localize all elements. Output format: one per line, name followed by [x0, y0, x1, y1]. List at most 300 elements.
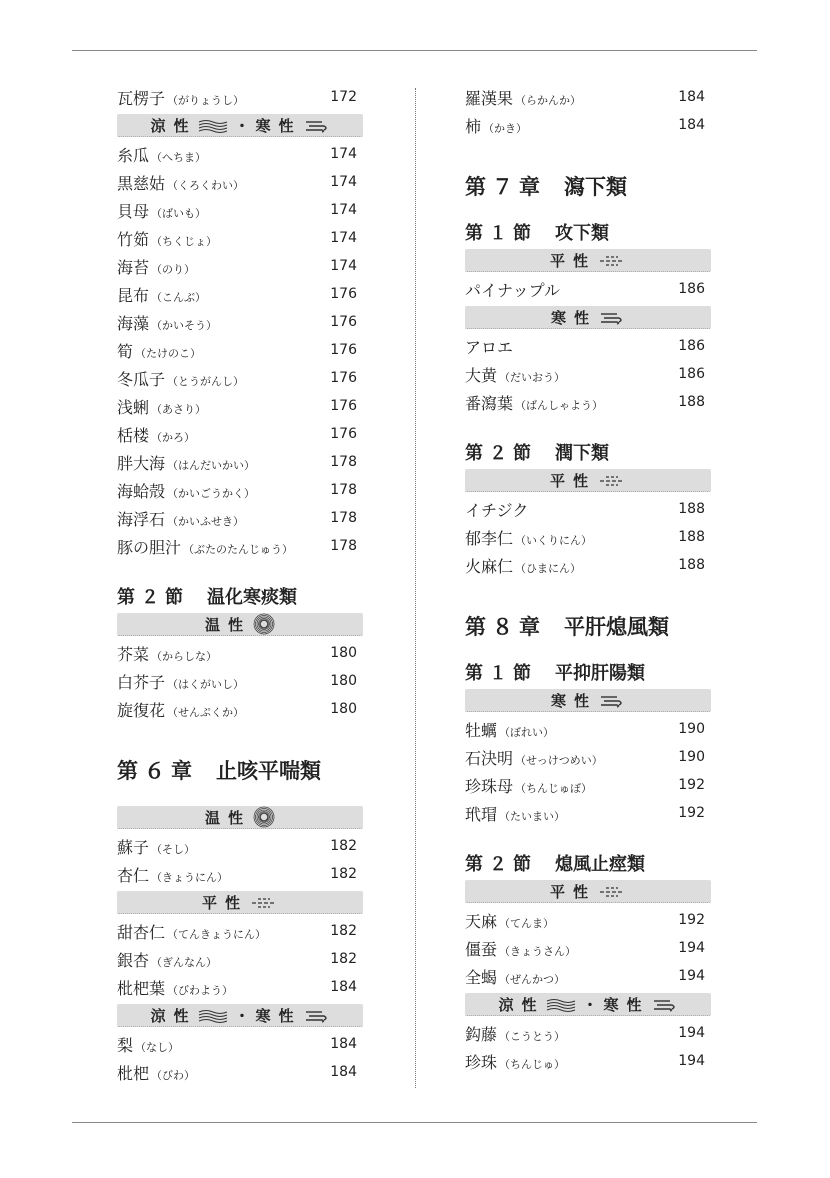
page-number: 172 [330, 89, 357, 105]
property-band [117, 891, 363, 914]
property-band [465, 469, 711, 492]
toc-entry[interactable] [117, 336, 363, 364]
entry-title: 貝母 [117, 201, 150, 221]
entry-title: パイナップル [465, 280, 561, 300]
toc-entry[interactable] [117, 945, 363, 973]
entry-title: 牡蠣 [465, 720, 498, 740]
entry-reading: （だいおう） [499, 370, 566, 384]
property-name: 平性 [549, 882, 596, 901]
toc-entry[interactable] [117, 448, 363, 476]
entry-name [465, 526, 592, 549]
toc-entry[interactable] [117, 168, 363, 196]
entry-reading: （ちんじゅぼ） [515, 781, 593, 795]
bottom-rule [72, 1122, 757, 1123]
toc-entry[interactable] [117, 364, 363, 392]
entry-name [465, 391, 603, 414]
chapter-heading [465, 610, 711, 642]
entry-title: イチジク [465, 500, 529, 520]
entry-title: 珍珠母 [465, 776, 514, 796]
entry-reading: （いくりにん） [515, 533, 593, 547]
property-name: 平性 [549, 471, 596, 490]
toc-entry[interactable] [117, 667, 363, 695]
entry-title: 昆布 [117, 285, 150, 305]
entry-title: 枇杷 [117, 1063, 150, 1083]
page-number: 178 [330, 538, 357, 554]
toc-entry[interactable] [117, 639, 363, 667]
page-number: 186 [678, 338, 705, 354]
property-name: 温性 [204, 615, 251, 634]
entry-title: 浅蜊 [117, 397, 150, 417]
entry-title: 栝楼 [117, 425, 150, 445]
entry-title: 冬瓜子 [117, 369, 166, 389]
toc-entry[interactable] [465, 934, 711, 962]
property-label [550, 881, 626, 902]
entry-name [117, 670, 244, 693]
page-number: 174 [330, 202, 357, 218]
cold-icon [302, 1006, 330, 1024]
toc-entry[interactable] [465, 360, 711, 388]
page-number: 174 [330, 258, 357, 274]
neutral-icon [248, 893, 278, 911]
page-number: 184 [678, 89, 705, 105]
entry-reading: （てんま） [499, 916, 555, 930]
entry-name [117, 143, 206, 166]
property-band [465, 689, 711, 712]
toc-entry[interactable] [117, 196, 363, 224]
property-label [256, 1005, 330, 1026]
toc-entry[interactable] [117, 832, 363, 860]
entry-title: 瓦楞子 [117, 88, 166, 108]
entry-name [117, 1061, 195, 1084]
entry-reading: （ちんじゅ） [499, 1057, 566, 1071]
entry-title: 鈎藤 [465, 1024, 498, 1044]
page-number: 194 [678, 1053, 705, 1069]
toc-entry[interactable] [117, 532, 363, 560]
page-number: 182 [330, 838, 357, 854]
section-heading [465, 658, 711, 686]
entry-title: 蘇子 [117, 837, 150, 857]
entry-title: 黒慈姑 [117, 173, 166, 193]
section-number: 第１節 [465, 223, 537, 244]
toc-entry[interactable] [465, 523, 711, 551]
entry-name [117, 535, 293, 558]
property-label [202, 892, 278, 913]
entry-name [117, 423, 195, 446]
entry-reading: （なし） [135, 1040, 180, 1054]
entry-name [465, 965, 565, 988]
section-heading [465, 218, 711, 246]
page-number: 176 [330, 370, 357, 386]
property-name: 寒性 [603, 995, 650, 1014]
toc-entry[interactable] [117, 224, 363, 252]
section-heading [117, 582, 363, 610]
entry-reading: （かき） [483, 121, 528, 135]
page-number: 184 [330, 979, 357, 995]
page-number: 176 [330, 398, 357, 414]
entry-reading: （かいごうかく） [167, 486, 256, 500]
entry-reading: （ぼれい） [499, 725, 555, 739]
property-label [498, 994, 576, 1015]
entry-name [117, 507, 244, 530]
page-number: 178 [330, 454, 357, 470]
section-title: 攻下類 [555, 223, 609, 244]
entry-title: 石決明 [465, 748, 514, 768]
entry-name [117, 835, 195, 858]
page-number: 186 [678, 366, 705, 382]
property-name: 平性 [201, 893, 248, 912]
cool-icon [544, 995, 576, 1013]
entry-title: 全蝎 [465, 967, 498, 987]
property-band [465, 993, 711, 1016]
entry-reading: （ぜんかつ） [499, 972, 566, 986]
toc-entry[interactable] [117, 420, 363, 448]
entry-reading: （びわ） [151, 1068, 196, 1082]
entry-name [117, 451, 255, 474]
band-separator: ・ [234, 116, 250, 135]
page-number: 192 [678, 805, 705, 821]
page-number: 188 [678, 529, 705, 545]
page-number: 190 [678, 749, 705, 765]
toc-entry[interactable] [465, 799, 711, 827]
entry-name [465, 278, 560, 301]
page-number: 184 [678, 117, 705, 133]
entry-name [117, 948, 217, 971]
page-number: 192 [678, 912, 705, 928]
page-number: 174 [330, 174, 357, 190]
toc-entry[interactable] [465, 551, 711, 579]
page-number: 180 [330, 645, 357, 661]
property-name: 平性 [549, 251, 596, 270]
page-number: 188 [678, 557, 705, 573]
entry-reading: （せっけつめい） [515, 753, 603, 767]
entry-title: 海蛤殻 [117, 481, 166, 501]
entry-name [117, 171, 244, 194]
page-number: 194 [678, 968, 705, 984]
property-label [550, 470, 626, 491]
section-title: 平抑肝陽類 [555, 663, 645, 684]
cool-icon [196, 116, 228, 134]
entry-title: 旋復花 [117, 700, 166, 720]
page-number: 194 [678, 940, 705, 956]
entry-title: 竹筎 [117, 229, 150, 249]
page-number: 192 [678, 777, 705, 793]
entry-name [117, 255, 195, 278]
toc-entry[interactable] [465, 332, 711, 360]
left-column [117, 83, 363, 1086]
toc-entry[interactable] [465, 906, 711, 934]
entry-name [465, 86, 581, 109]
page-number: 184 [330, 1064, 357, 1080]
entry-title: 銀杏 [117, 950, 150, 970]
section-title: 潤下類 [555, 443, 609, 464]
entry-title: 糸瓜 [117, 145, 150, 165]
entry-reading: （ばんしゃよう） [515, 398, 604, 412]
entry-reading: （そし） [151, 842, 196, 856]
property-label [205, 613, 275, 635]
entry-name [465, 363, 565, 386]
page-number: 182 [330, 866, 357, 882]
entry-reading: （びわよう） [167, 983, 234, 997]
entry-reading: （きょうにん） [151, 870, 229, 884]
entry-name [117, 339, 201, 362]
chapter-number: 第８章 [465, 615, 546, 639]
toc-entry[interactable] [117, 1030, 363, 1058]
entry-title: 玳瑁 [465, 804, 498, 824]
toc-entry[interactable] [117, 917, 363, 945]
toc-entry[interactable] [117, 476, 363, 504]
section-number: 第２節 [465, 443, 537, 464]
entry-reading: （へちま） [151, 150, 207, 164]
page-number: 178 [330, 510, 357, 526]
toc-entry[interactable] [117, 308, 363, 336]
section-title: 熄風止痙類 [555, 854, 645, 875]
page-number: 178 [330, 482, 357, 498]
entry-reading: （たけのこ） [135, 346, 202, 360]
entry-name [465, 746, 603, 769]
cold-icon [597, 308, 625, 326]
toc-entry[interactable] [465, 715, 711, 743]
page-number: 184 [330, 1036, 357, 1052]
entry-title: 海浮石 [117, 509, 166, 529]
toc-entry[interactable] [465, 388, 711, 416]
page-number: 186 [678, 281, 705, 297]
entry-name [117, 86, 244, 109]
entry-reading: （きょうさん） [499, 944, 577, 958]
property-band [117, 613, 363, 636]
entry-reading: （かいそう） [151, 318, 218, 332]
toc-entry[interactable] [465, 111, 711, 139]
entry-name [465, 909, 554, 932]
chapter-heading [117, 754, 363, 786]
property-name: 温性 [204, 808, 251, 827]
section-number: 第１節 [465, 663, 537, 684]
entry-name [117, 395, 206, 418]
page-number: 174 [330, 146, 357, 162]
entry-name [465, 937, 576, 960]
band-separator: ・ [582, 995, 598, 1014]
toc-entry[interactable] [117, 280, 363, 308]
entry-title: 海藻 [117, 313, 150, 333]
section-heading [465, 849, 711, 877]
toc-entry[interactable] [465, 495, 711, 523]
entry-reading: （とうがんし） [167, 374, 245, 388]
property-label [550, 250, 626, 271]
property-name: 涼性 [498, 995, 545, 1014]
property-band [117, 114, 363, 137]
page-number: 176 [330, 286, 357, 302]
chapter-number: 第６章 [117, 759, 198, 783]
entry-title: 枇杷葉 [117, 978, 166, 998]
property-band [465, 249, 711, 272]
entry-title: 珍珠 [465, 1052, 498, 1072]
entry-reading: （ひまにん） [515, 561, 582, 575]
property-band [117, 806, 363, 829]
entry-title: 大黄 [465, 365, 498, 385]
toc-entry[interactable] [465, 743, 711, 771]
toc-entry[interactable] [117, 695, 363, 723]
warm-icon [251, 806, 275, 828]
entry-name [465, 554, 581, 577]
property-band [465, 306, 711, 329]
entry-name [117, 479, 255, 502]
entry-title: アロエ [465, 337, 514, 357]
property-name: 寒性 [255, 1006, 302, 1025]
entry-reading: （あさり） [151, 402, 207, 416]
entry-reading: （がりょうし） [167, 93, 245, 107]
page-number: 176 [330, 314, 357, 330]
toc-entry[interactable] [117, 83, 363, 111]
page-number: 194 [678, 1025, 705, 1041]
entry-name [465, 498, 528, 521]
toc-entry[interactable] [465, 1019, 711, 1047]
toc-entry[interactable] [117, 860, 363, 888]
entry-title: 僵蚕 [465, 939, 498, 959]
page-number: 176 [330, 342, 357, 358]
entry-reading: （ちくじょ） [151, 234, 218, 248]
entry-name [465, 1022, 565, 1045]
cool-icon [196, 1006, 228, 1024]
page-number: 182 [330, 951, 357, 967]
page-number: 188 [678, 394, 705, 410]
entry-reading: （ぶたのたんじゅう） [183, 542, 294, 556]
neutral-icon [596, 251, 626, 269]
chapter-title: 止咳平喘類 [216, 759, 321, 783]
neutral-icon [596, 882, 626, 900]
property-label [150, 115, 228, 136]
toc-entry[interactable] [117, 1058, 363, 1086]
toc-entry[interactable] [117, 140, 363, 168]
property-label [551, 307, 625, 328]
entry-name [465, 718, 554, 741]
entry-name [117, 1033, 179, 1056]
section-title: 温化寒痰類 [207, 587, 297, 608]
toc-entry[interactable] [117, 973, 363, 1001]
entry-title: 天麻 [465, 911, 498, 931]
entry-reading: （からしな） [151, 649, 218, 663]
property-band [465, 880, 711, 903]
entry-reading: （ばいも） [151, 206, 207, 220]
entry-reading: （てんきょうにん） [167, 927, 267, 941]
entry-name [117, 367, 244, 390]
cold-icon [597, 691, 625, 709]
entry-title: 羅漢果 [465, 88, 514, 108]
entry-name [117, 199, 206, 222]
toc-entry[interactable] [465, 1047, 711, 1075]
band-separator: ・ [234, 1006, 250, 1025]
chapter-heading [465, 170, 711, 202]
property-label [551, 690, 625, 711]
entry-title: 白芥子 [117, 672, 166, 692]
entry-title: 郁李仁 [465, 528, 514, 548]
column-divider [415, 88, 416, 1088]
toc-entry[interactable] [117, 504, 363, 532]
section-number: 第２節 [465, 854, 537, 875]
property-name: 寒性 [550, 691, 597, 710]
page-number: 174 [330, 230, 357, 246]
entry-reading: （はくがいし） [167, 677, 245, 691]
property-band [117, 1004, 363, 1027]
entry-reading: （らかんか） [515, 93, 582, 107]
entry-name [117, 311, 217, 334]
entry-reading: （ぎんなん） [151, 955, 218, 969]
entry-reading: （こうとう） [499, 1029, 566, 1043]
entry-title: 豚の胆汁 [117, 537, 182, 557]
top-rule [72, 50, 757, 51]
entry-name [465, 774, 592, 797]
property-label [256, 115, 330, 136]
toc-entry[interactable] [465, 771, 711, 799]
entry-name [465, 114, 527, 137]
entry-name [117, 698, 244, 721]
entry-title: 柿 [465, 116, 482, 136]
toc-entry[interactable] [117, 392, 363, 420]
toc-entry[interactable] [465, 962, 711, 990]
page-number: 176 [330, 426, 357, 442]
entry-title: 甜杏仁 [117, 922, 166, 942]
toc-entry[interactable] [465, 275, 711, 303]
entry-reading: （かろ） [151, 430, 196, 444]
page-number: 190 [678, 721, 705, 737]
entry-reading: （こんぶ） [151, 290, 207, 304]
neutral-icon [596, 471, 626, 489]
entry-title: 番瀉葉 [465, 393, 514, 413]
entry-name [117, 863, 228, 886]
toc-entry[interactable] [465, 83, 711, 111]
entry-title: 芥菜 [117, 644, 150, 664]
right-column [465, 83, 711, 1075]
entry-title: 杏仁 [117, 865, 150, 885]
entry-reading: （くろくわい） [167, 178, 245, 192]
page-number: 180 [330, 673, 357, 689]
entry-title: 胖大海 [117, 453, 166, 473]
entry-name [465, 802, 565, 825]
section-number: 第２節 [117, 587, 189, 608]
chapter-number: 第７章 [465, 175, 546, 199]
warm-icon [251, 613, 275, 635]
page-number: 182 [330, 923, 357, 939]
entry-name [117, 976, 233, 999]
entry-name [117, 920, 266, 943]
toc-entry[interactable] [117, 252, 363, 280]
entry-title: 海苔 [117, 257, 150, 277]
entry-name [117, 227, 217, 250]
section-heading [465, 438, 711, 466]
entry-name [117, 283, 206, 306]
property-name: 涼性 [150, 116, 197, 135]
entry-name [465, 1050, 565, 1073]
entry-title: 筍 [117, 341, 134, 361]
entry-name [465, 335, 513, 358]
entry-reading: （かいふせき） [167, 514, 245, 528]
property-label [604, 994, 678, 1015]
property-name: 涼性 [150, 1006, 197, 1025]
entry-reading: （のり） [151, 262, 196, 276]
entry-title: 梨 [117, 1035, 134, 1055]
cold-icon [302, 116, 330, 134]
page-number: 188 [678, 501, 705, 517]
entry-reading: （はんだいかい） [167, 458, 256, 472]
chapter-title: 平肝熄風類 [564, 615, 669, 639]
entry-name [117, 642, 217, 665]
chapter-title: 瀉下類 [564, 175, 627, 199]
cold-icon [650, 995, 678, 1013]
entry-title: 火麻仁 [465, 556, 514, 576]
property-label [150, 1005, 228, 1026]
page-number: 180 [330, 701, 357, 717]
entry-reading: （せんぷくか） [167, 705, 245, 719]
property-name: 寒性 [550, 308, 597, 327]
property-name: 寒性 [255, 116, 302, 135]
